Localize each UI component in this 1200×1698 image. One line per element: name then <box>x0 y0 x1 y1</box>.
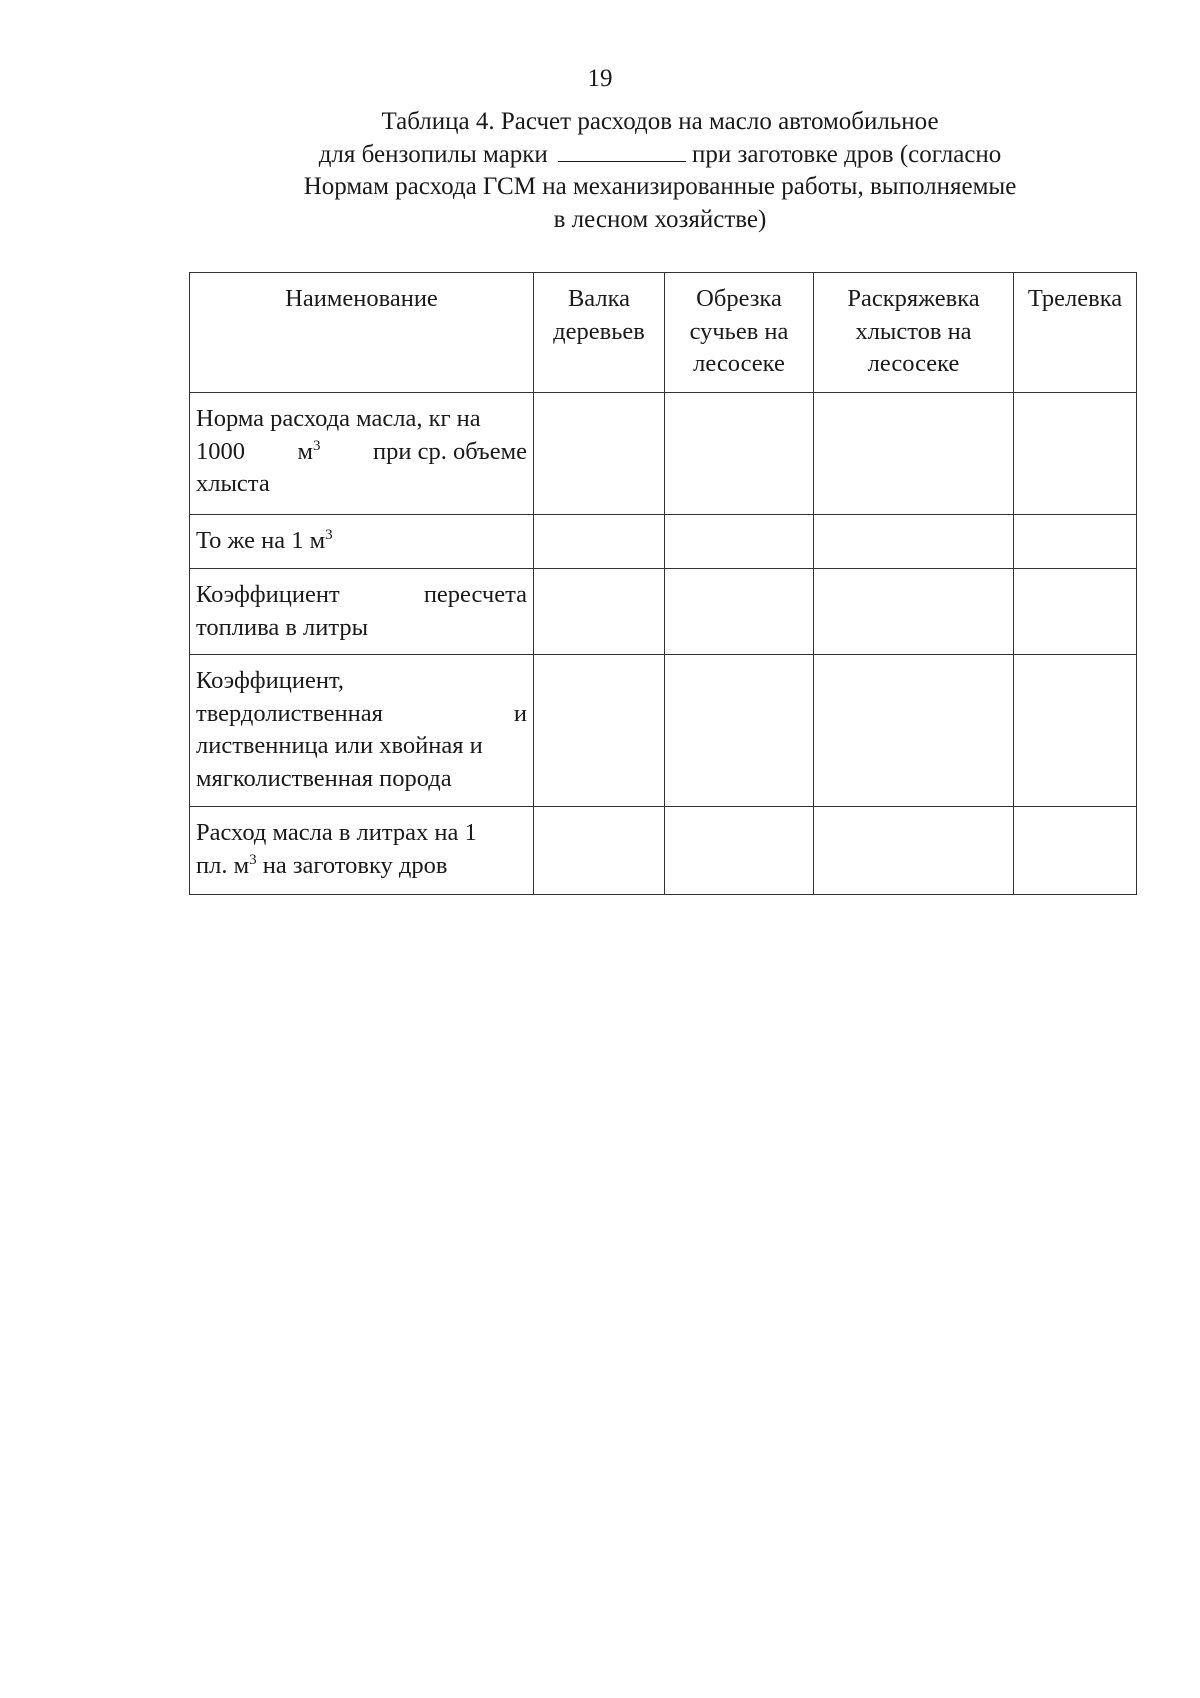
cell-skidding[interactable] <box>1014 569 1137 655</box>
caption-line-1: Таблица 4. Расчет расходов на масло автомобильное <box>381 108 939 135</box>
caption-line-4: в лесном хозяйстве) <box>553 205 767 233</box>
row-oil-norm-label: Норма расхода масла, кг на 1000 $м^3$ при ср. объеме хлыста <box>190 393 534 515</box>
cell-felling[interactable] <box>534 515 665 569</box>
cell-delimbing[interactable] <box>665 807 814 895</box>
table-row <box>190 569 1137 655</box>
cell-bucking[interactable] <box>814 569 1014 655</box>
table-row <box>190 807 1137 895</box>
caption-line-2-end: при заготовке дров (согласно <box>692 140 1002 168</box>
table-row <box>190 655 1137 807</box>
cell-delimbing[interactable] <box>665 569 814 655</box>
table-header-row <box>190 273 1137 393</box>
header-skidding: Трелевка <box>1014 273 1137 393</box>
oil-consumption-table <box>189 272 1137 895</box>
cell-felling[interactable] <box>534 807 665 895</box>
cell-skidding[interactable] <box>1014 393 1137 515</box>
page-number: 19 <box>587 65 613 92</box>
cell-delimbing[interactable] <box>665 655 814 807</box>
header-felling: Валка деревьев <box>534 273 665 393</box>
cell-skidding[interactable] <box>1014 807 1137 895</box>
brand-blank-field <box>558 139 686 162</box>
cell-bucking[interactable] <box>814 393 1014 515</box>
table-row <box>190 515 1137 569</box>
header-bucking: Раскряжевка хлыстов на лесосеке <box>814 273 1014 393</box>
row-oil-consumption-label: Расход масла в литрах на 1 пл. $м^3$ на заготовку дров <box>190 807 534 895</box>
cell-felling[interactable] <box>534 569 665 655</box>
row-species-coefficient-label: Коэффициент, твердолиственная и лиственница или хвойная и мягколиственная порода <box>190 655 534 807</box>
header-delimbing: Обрезка сучьев на лесосеке <box>665 273 814 393</box>
caption-line-2 <box>220 139 1100 172</box>
cell-skidding[interactable] <box>1014 655 1137 807</box>
caption-line-2-start: для бензопилы марки <box>318 140 548 168</box>
cell-delimbing[interactable] <box>665 393 814 515</box>
cell-felling[interactable] <box>534 393 665 515</box>
table-row <box>190 393 1137 515</box>
row-per-cubic-meter-label: То же на 1 $м^3$ <box>190 515 534 569</box>
cell-skidding[interactable] <box>1014 515 1137 569</box>
cell-felling[interactable] <box>534 655 665 807</box>
cell-bucking[interactable] <box>814 807 1014 895</box>
cell-delimbing[interactable] <box>665 515 814 569</box>
caption-line-3: Нормам расхода ГСМ на механизированные работы, выполняемые <box>303 173 1017 200</box>
cell-bucking[interactable] <box>814 655 1014 807</box>
row-conversion-coefficient-label: Коэффициент пересчета топлива в литры <box>190 569 534 655</box>
table-caption <box>220 106 1100 236</box>
header-name: Наименование <box>190 273 534 393</box>
cell-bucking[interactable] <box>814 515 1014 569</box>
